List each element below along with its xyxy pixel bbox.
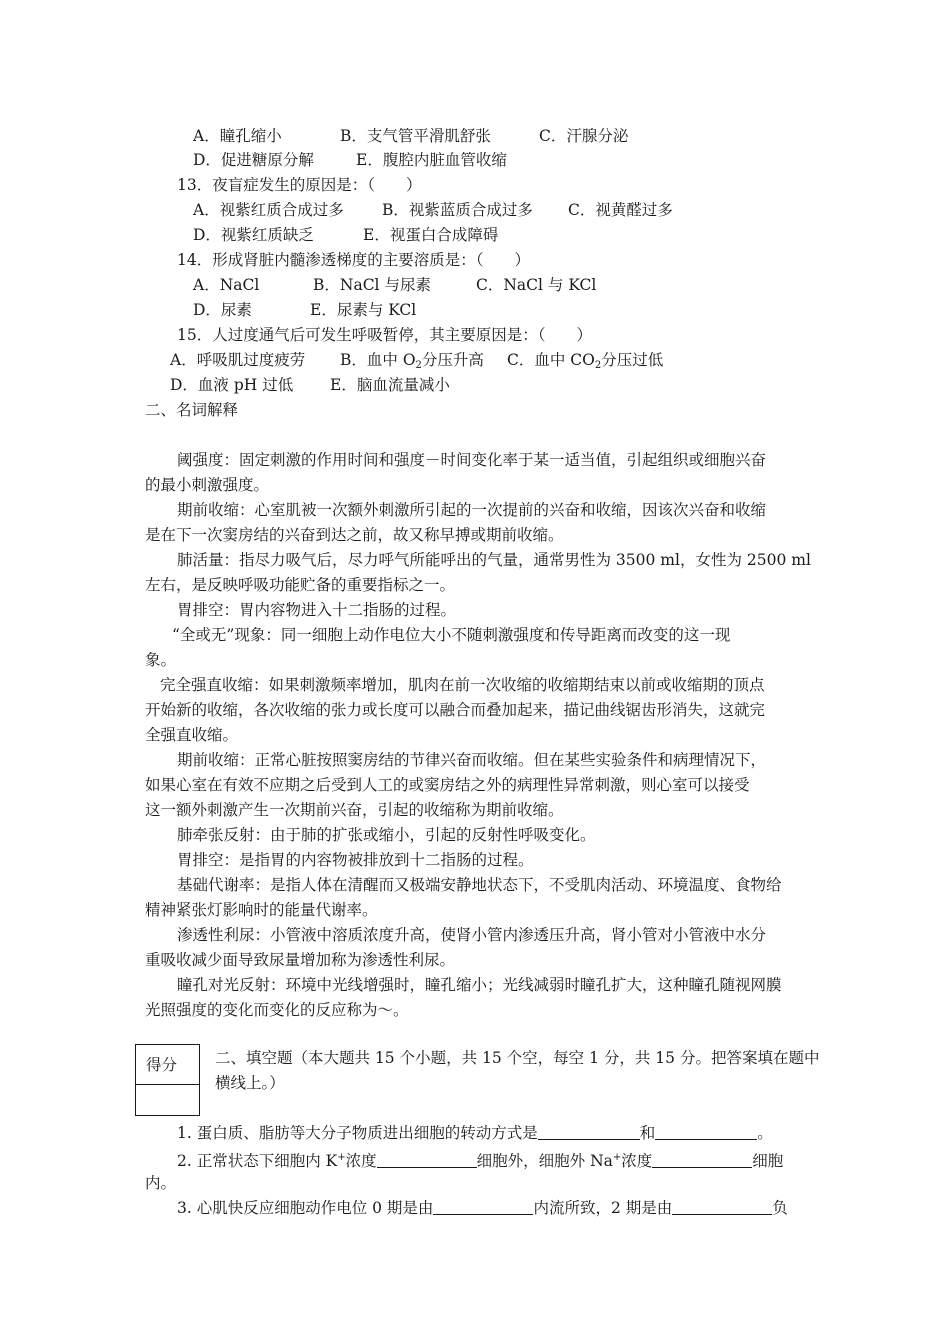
q13-options-row2: [193, 223, 498, 247]
fill-question-3: 3. 心肌快反应细胞动作电位 0 期是由 内流所致，2 期是由 负: [177, 1199, 788, 1217]
term-line: 胃排空：是指胃的内容物被排放到十二指肠的过程。: [177, 851, 534, 869]
term-line: 全强直收缩。: [145, 726, 239, 744]
answer-blank[interactable]: [655, 1123, 757, 1140]
q14-option-e: E．尿素与 KCl: [310, 301, 417, 319]
term-line: 是在下一次窦房结的兴奋到达之前，故又称早搏或期前收缩。: [145, 526, 564, 544]
q14-options-row2: [193, 298, 416, 322]
term-line: 如果心室在有效不应期之后受到人工的或窦房结之外的病理性异常刺激，则心室可以接受: [145, 776, 750, 794]
answer-blank[interactable]: [672, 1198, 772, 1215]
term-line: 光照强度的变化而变化的反应称为～。: [145, 1001, 409, 1019]
q14-option-b: B．NaCl 与尿素: [313, 276, 431, 294]
q13-options-row1: [193, 198, 673, 222]
q15-stem: 15．人过度通气后可发生呼吸暂停，其主要原因是：（ ）: [177, 326, 592, 344]
q12-option-c: C．汗腺分泌: [539, 127, 629, 145]
term-line: 开始新的收缩，各次收缩的张力或长度可以融合而叠加起来，描记曲线锯齿形消失，这就完: [145, 701, 766, 719]
q13-option-c: C．视黄醛过多: [568, 201, 673, 219]
term-line: 肺牵张反射：由于肺的扩张或缩小，引起的反射性呼吸变化。: [177, 826, 596, 844]
answer-blank[interactable]: [652, 1151, 752, 1168]
answer-blank[interactable]: [538, 1123, 640, 1140]
fill-question-1: 1. 蛋白质、脂肪等大分子物质进出细胞的转动方式是 和 。: [177, 1124, 773, 1142]
q13-option-e: E．视蛋白合成障碍: [363, 226, 499, 244]
q12-options-row1: [193, 124, 628, 148]
term-line: 瞳孔对光反射：环境中光线增强时，瞳孔缩小；光线减弱时瞳孔扩大，这种瞳孔随视网膜: [177, 976, 782, 994]
term-line: 精神紧张灯影响时的能量代谢率。: [145, 901, 378, 919]
term-line: 基础代谢率：是指人体在清醒而又极端安静地状态下，不受肌肉活动、环境温度、食物给: [177, 876, 782, 894]
answer-blank[interactable]: [433, 1198, 533, 1215]
fill-question-2: 2. 正常状态下细胞内 K+浓度 细胞外，细胞外 Na+浓度 细胞: [177, 1152, 784, 1170]
term-line: 期前收缩：正常心脏按照窦房结的节律兴奋而收缩。但在某些实验条件和病理情况下，: [177, 751, 767, 769]
q12-options-row2: [193, 148, 507, 172]
q15-option-c: C．血中 $CO_2$分压过低: [507, 351, 664, 371]
term-line: 期前收缩：心室肌被一次额外刺激所引起的一次提前的兴奋和收缩，因该次兴奋和收缩: [177, 501, 767, 519]
term-line: 左右，是反映呼吸功能贮备的重要指标之一。: [145, 576, 456, 594]
term-line: 阈强度：固定刺激的作用时间和强度－时间变化率于某一适当值，引起组织或细胞兴奋: [177, 451, 767, 469]
term-line: “全或无”现象：同一细胞上动作电位大小不随刺激强度和传导距离而改变的这一现: [172, 626, 731, 644]
term-line: 胃排空：胃内容物进入十二指肠的过程。: [177, 601, 457, 619]
term-line: 象。: [145, 651, 177, 669]
term-line: 重吸收减少面导致尿量增加称为渗透性利尿。: [145, 951, 456, 969]
fill-question-2-cont: 内。: [145, 1174, 177, 1192]
q13-stem: 13．夜盲症发生的原因是：（ ）: [177, 176, 422, 194]
q13-option-b: B．视紫蓝质合成过多: [382, 201, 533, 219]
term-line: 的最小刺激强度。: [145, 476, 270, 494]
score-box: [135, 1044, 200, 1116]
q14-option-c: C．NaCl 与 KCl: [476, 276, 597, 294]
q15-option-e: E．脑血流量减小: [330, 376, 450, 394]
q14-option-d: D．尿素: [193, 301, 252, 319]
section-heading-fill: 二、填空题（本大题共 15 个小题，共 15 个空，每空 1 分，共 15 分。把答案填在题中: [215, 1049, 820, 1067]
q13-option-a: A．视紫红质合成过多: [193, 201, 344, 219]
term-line: 完全强直收缩：如果刺激频率增加，肌肉在前一次收缩的收缩期结束以前或收缩期的顶点: [160, 676, 765, 694]
q12-option-b: B．支气管平滑肌舒张: [340, 127, 491, 145]
q12-option-a: A．瞳孔缩小: [193, 127, 282, 145]
answer-blank[interactable]: [377, 1151, 477, 1168]
q12-option-d: D．促进糖原分解: [193, 151, 314, 169]
q12-option-e: E．腹腔内脏血管收缩: [356, 151, 507, 169]
q14-stem: 14．形成肾脏内髓渗透梯度的主要溶质是：（ ）: [177, 251, 530, 269]
q15-option-b: B．血中 $O_2$分压升高: [340, 351, 484, 371]
score-label: 得分: [136, 1045, 199, 1085]
q14-option-a: A．NaCl: [193, 276, 260, 294]
section-heading-terms: 二、名词解释: [145, 401, 239, 419]
q13-option-d: D．视紫红质缺乏: [193, 226, 314, 244]
q15-option-d: D．血液 pH 过低: [170, 376, 294, 394]
q14-options-row1: [193, 273, 596, 297]
term-line: 这一额外刺激产生一次期前兴奋，引起的收缩称为期前收缩。: [145, 801, 564, 819]
section-heading-fill-cont: 横线上。）: [215, 1074, 285, 1092]
q15-option-a: A．呼吸肌过度疲劳: [170, 351, 306, 369]
q15-options-row2: [170, 373, 450, 397]
term-line: 渗透性利尿：小管液中溶质浓度升高，使肾小管内渗透压升高，肾小管对小管液中水分: [177, 926, 767, 944]
term-line: 肺活量：指尽力吸气后，尽力呼气所能呼出的气量，通常男性为 3500 ml，女性为 2500 ml: [177, 551, 811, 569]
